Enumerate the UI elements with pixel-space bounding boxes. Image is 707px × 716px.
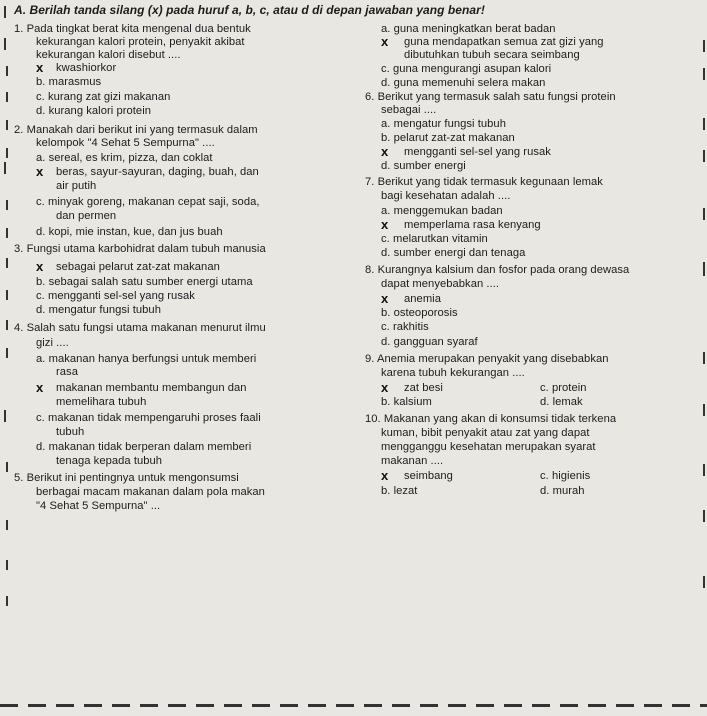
q10-option-d: d. murah: [540, 485, 585, 497]
q5-stem-line3: "4 Sehat 5 Sempurna" ...: [36, 500, 161, 512]
q5-option-d: d. guna memenuhi selera makan: [381, 77, 546, 89]
margin-mark: [4, 38, 6, 50]
q5-stem-line2: berbagai macam makanan dalam pola makan: [36, 486, 265, 498]
q8-option-c: c. rakhitis: [381, 321, 429, 333]
q1-stem-line3: kekurangan kalori disebut ....: [36, 49, 181, 61]
q10-stem-line3: mengganggu kesehatan merupakan syarat: [381, 441, 596, 453]
q1-stem-line1: 1. Pada tingkat berat kita mengenal dua bentuk: [14, 23, 251, 35]
q5-option-b-line1: guna mendapatkan semua zat gizi yang: [404, 36, 604, 48]
q10-stem-line4: makanan ....: [381, 455, 444, 467]
q8-stem-line2: dapat menyebabkan ....: [381, 278, 500, 290]
q3-stem-line1: 3. Fungsi utama karbohidrat dalam tubuh manusia: [14, 243, 266, 255]
q5-stem-line1: 5. Berikut ini pentingnya untuk mengonsumsi: [14, 472, 239, 484]
margin-mark: [6, 462, 8, 472]
q4-stem-line2: gizi ....: [36, 337, 69, 349]
q1-option-d: d. kurang kalori protein: [36, 105, 152, 117]
q2-option-d: d. kopi, mie instan, kue, dan jus buah: [36, 226, 223, 238]
q9-option-c: c. protein: [540, 382, 587, 394]
q4-stem-line1: 4. Salah satu fungsi utama makanan menurut ilmu: [14, 322, 266, 334]
margin-mark: [4, 162, 6, 174]
q10-stem-line1: 10. Makanan yang akan di konsumsi tidak terkena: [365, 413, 617, 425]
q8-option-d: d. gangguan syaraf: [381, 336, 478, 348]
cross-mark-q6: x: [381, 144, 389, 159]
q2-stem-line2: kelompok "4 Sehat 5 Sempurna" ....: [36, 137, 215, 149]
q10-option-a: seimbang: [404, 470, 453, 482]
cross-mark-q2: x: [36, 164, 44, 179]
q3-option-b: b. sebagai salah satu sumber energi utama: [36, 276, 253, 288]
cross-mark-q5: x: [381, 34, 389, 49]
q7-option-c: c. melarutkan vitamin: [381, 233, 488, 245]
q1-stem-line2: kekurangan kalori protein, penyakit akibat: [36, 36, 245, 48]
q5-option-a: a. guna meningkatkan berat badan: [381, 23, 556, 35]
q2-stem-line1: 2. Manakah dari berikut ini yang termasuk dalam: [14, 124, 258, 136]
q5-option-b-line2: dibutuhkan tubuh secara seimbang: [404, 49, 580, 61]
q1-option-c: c. kurang zat gizi makanan: [36, 91, 171, 103]
q4-option-c-line1: c. makanan tidak mempengaruhi proses faali: [36, 412, 261, 424]
margin-mark: [703, 150, 705, 162]
q9-stem-line1: 9. Anemia merupakan penyakit yang disebabkan: [365, 353, 609, 365]
q9-stem-line2: karena tubuh kekurangan ....: [381, 367, 525, 379]
q3-option-a: sebagai pelarut zat-zat makanan: [56, 261, 220, 273]
q6-stem-line2: sebagai ....: [381, 104, 437, 116]
q7-option-d: d. sumber energi dan tenaga: [381, 247, 526, 259]
q1-option-a: kwashiorkor: [56, 62, 117, 74]
q4-option-b-line1: makanan membantu membangun dan: [56, 382, 247, 394]
q4-option-a-line1: a. makanan hanya berfungsi untuk memberi: [36, 353, 257, 365]
cross-mark-q4: x: [36, 380, 44, 395]
cross-mark-q10: x: [381, 468, 389, 483]
margin-mark: [4, 410, 6, 422]
q8-option-b: b. osteoporosis: [381, 307, 458, 319]
margin-mark: [6, 520, 8, 530]
q4-option-d-line1: d. makanan tidak berperan dalam memberi: [36, 441, 252, 453]
q6-option-b: b. pelarut zat-zat makanan: [381, 132, 515, 144]
margin-mark: [6, 228, 8, 238]
margin-mark: [703, 576, 705, 588]
margin-mark: [6, 596, 8, 606]
margin-mark: [6, 348, 8, 358]
q7-option-b: memperlama rasa kenyang: [404, 219, 541, 231]
margin-mark: [703, 208, 705, 220]
cross-mark-q9: x: [381, 380, 389, 395]
q9-option-d: d. lemak: [540, 396, 583, 408]
q6-option-a: a. mengatur fungsi tubuh: [381, 118, 506, 130]
q6-stem-line1: 6. Berikut yang termasuk salah satu fungsi protein: [365, 91, 616, 103]
q3-option-d: d. mengatur fungsi tubuh: [36, 304, 161, 316]
margin-mark: [703, 352, 705, 364]
margin-mark: [6, 66, 8, 76]
q9-option-a: zat besi: [404, 382, 443, 394]
q3-option-c: c. mengganti sel-sel yang rusak: [36, 290, 195, 302]
q9-option-b: b. kalsium: [381, 396, 432, 408]
margin-mark: [6, 320, 8, 330]
q8-stem-line1: 8. Kurangnya kalsium dan fosfor pada orang dewasa: [365, 264, 630, 276]
q5-option-c: c. guna mengurangi asupan kalori: [381, 63, 552, 75]
q4-option-a-line2: rasa: [56, 366, 78, 378]
margin-mark: [6, 92, 8, 102]
q4-option-b-line2: memelihara tubuh: [56, 396, 147, 408]
margin-mark: [6, 148, 8, 158]
margin-mark: [703, 118, 705, 130]
q1-option-b: b. marasmus: [36, 76, 102, 88]
q6-option-c: mengganti sel-sel yang rusak: [404, 146, 551, 158]
q4-option-c-line2: tubuh: [56, 426, 85, 438]
q2-option-b-line1: beras, sayur-sayuran, daging, buah, dan: [56, 166, 259, 178]
q10-stem-line2: kuman, bibit penyakit atau zat yang dapat: [381, 427, 590, 439]
margin-mark: [703, 40, 705, 52]
cross-mark-q7: x: [381, 217, 389, 232]
q6-option-d: d. sumber energi: [381, 160, 466, 172]
margin-mark: [6, 258, 8, 268]
instruction-title: A. Berilah tanda silang (x) pada huruf a, b, c, atau d di depan jawaban yang benar!: [14, 3, 485, 17]
q8-option-a: anemia: [404, 293, 441, 305]
q2-option-c-line1: c. minyak goreng, makanan cepat saji, soda,: [36, 196, 260, 208]
margin-mark: [4, 6, 6, 18]
q2-option-c-line2: dan permen: [56, 210, 117, 222]
q10-option-c: c. higienis: [540, 470, 591, 482]
cross-mark-q3: x: [36, 259, 44, 274]
margin-mark: [6, 560, 8, 570]
q7-stem-line2: bagi kesehatan adalah ....: [381, 190, 511, 202]
cut-line: [0, 704, 707, 707]
margin-mark: [6, 120, 8, 130]
cross-mark-q8: x: [381, 291, 389, 306]
margin-mark: [6, 290, 8, 300]
margin-mark: [703, 68, 705, 80]
margin-mark: [703, 464, 705, 476]
margin-mark: [6, 200, 8, 210]
q10-option-b: b. lezat: [381, 485, 418, 497]
margin-mark: [703, 404, 705, 416]
q2-option-b-line2: air putih: [56, 180, 97, 192]
q7-option-a: a. menggemukan badan: [381, 205, 503, 217]
margin-mark: [703, 510, 705, 522]
q7-stem-line1: 7. Berikut yang tidak termasuk kegunaan lemak: [365, 176, 603, 188]
cross-mark-q1: x: [36, 60, 44, 75]
q4-option-d-line2: tenaga kepada tubuh: [56, 455, 163, 467]
margin-mark: [703, 262, 705, 276]
q2-option-a: a. sereal, es krim, pizza, dan coklat: [36, 152, 213, 164]
